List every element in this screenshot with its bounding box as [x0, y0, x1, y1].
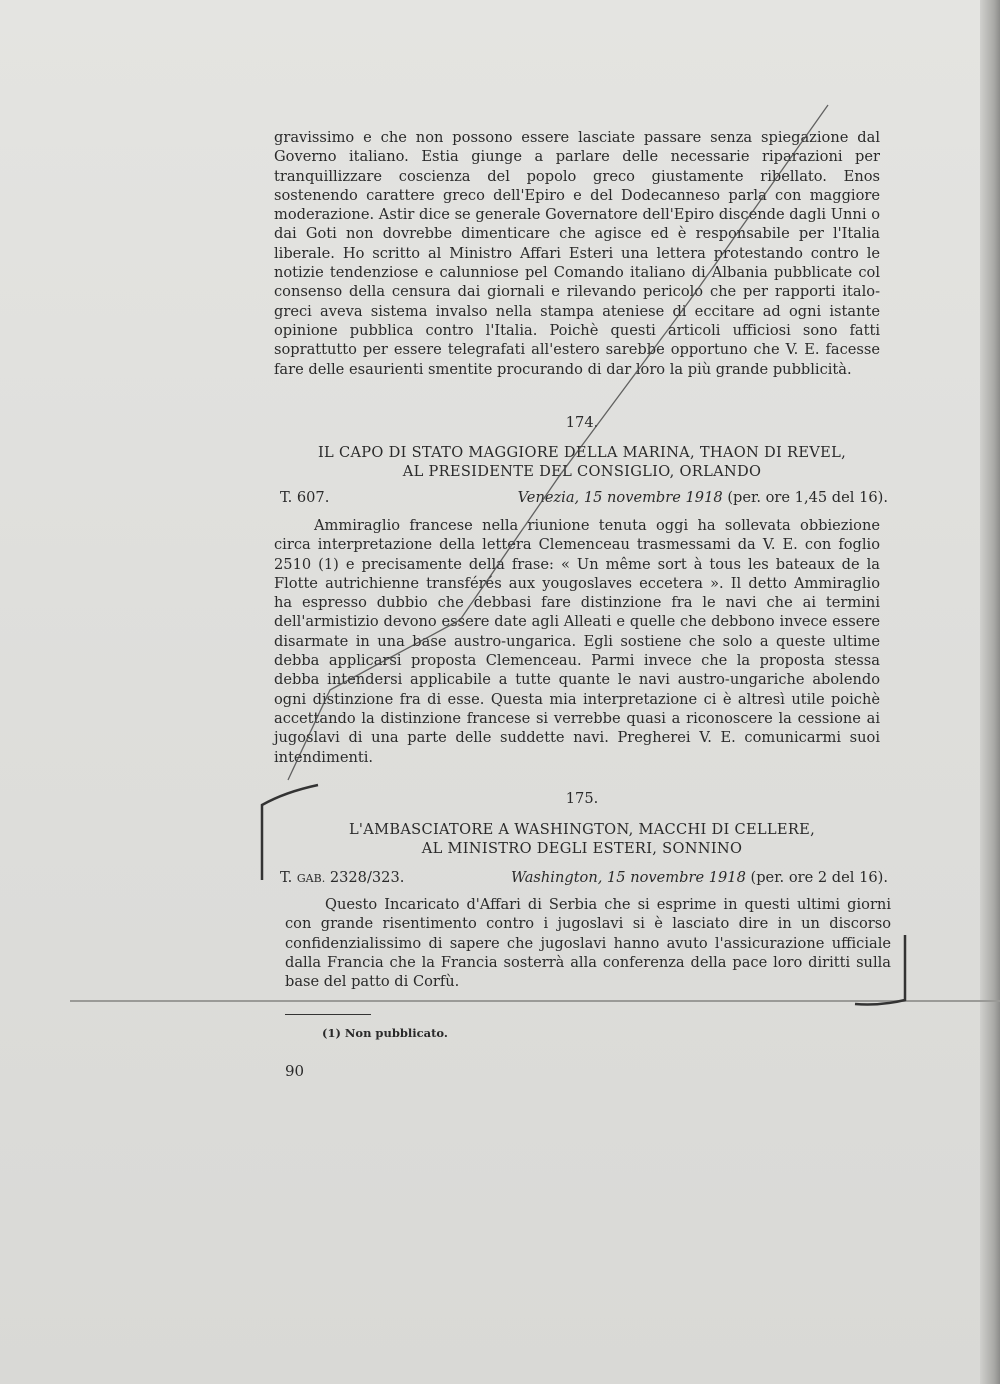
- doc174-place-date: Venezia, 15 novembre 1918: [517, 489, 723, 506]
- doc175-receipt: (per. ore 2 del 16).: [750, 869, 888, 886]
- doc175-ref-number: 2328/323.: [329, 869, 405, 886]
- doc174-heading-line2: AL PRESIDENTE DEL CONSIGLIO, ORLANDO: [402, 463, 762, 480]
- doc174-heading-line1: IL CAPO DI STATO MAGGIORE DELLA MARINA, THAON DI REVEL,: [317, 444, 847, 461]
- page-number: 90: [285, 1062, 305, 1080]
- doc175-heading-line1: L'AMBASCIATORE A WASHINGTON, MACCHI DI CELLERE,: [348, 821, 816, 838]
- doc175-place-date: Washington, 15 novembre 1918: [510, 869, 746, 886]
- doc175-ref-prefix: T.: [280, 869, 293, 886]
- doc174-number: 174.: [565, 414, 599, 431]
- right-bracket-mark: [855, 935, 905, 1005]
- doc174-ref: T. 607.: [280, 489, 330, 506]
- doc175-number: 175.: [565, 790, 599, 807]
- doc175-body-text: Questo Incaricato d'Affari di Serbia che si esprime in questi ultimi giorni con grande risentimento contro i jugoslavi si è lasciato dire in un discorso confidenzialissimo di sapere che jugoslavi hanno avuto l'assicurazione ufficiale dalla Francia che la Francia sosterrà alla conferenza della pace loro diritti sulla base del patto di Corfù.: [285, 896, 891, 991]
- diagonal-strike-mark: [288, 105, 828, 780]
- footnote: (1) Non pubblicato.: [322, 1026, 448, 1040]
- doc174-receipt: (per. ore 1,45 del 16).: [727, 489, 888, 506]
- intro-text: gravissimo e che non possono essere lasciate passare senza spiegazione dal Governo italiano. Estia giunge a parlare delle necessarie riparazioni per tranquillizzare coscienza del popolo greco giustamente ribellato. Enos sostenendo carattere greco dell'Epiro e del Dodecanneso parla con maggiore moderazione. Astir dice se generale Governatore dell'Epiro discende dagli Unni o dai Goti non dovrebbe dimenticare che agisce ed è responsabile per l'Italia liberale. Ho scritto al Ministro Affari Esteri una lettera protestando contro le notizie tendenziose e calunniose pel Comando italiano di Albania pubblicate col consenso della censura dai giornali e rilevando pericolo che per rapporti italo-greci aveva sistema invalso nella stampa ateniese di eccitare ad ogni istante opinione pubblica contro l'Italia. Poichè questi articoli ufficiosi sono fatti soprattutto per essere telegrafati all'estero sarebbe opportuno che V. E. facesse fare delle esaurienti smentite procurando di dar loro la più grande pubblicità.: [274, 129, 880, 378]
- doc175-ref-gab: GAB.: [296, 872, 326, 885]
- left-bracket-mark: [262, 785, 318, 880]
- doc175-heading-line2: AL MINISTRO DEGLI ESTERI, SONNINO: [421, 840, 743, 857]
- doc174-body-text: Ammiraglio francese nella riunione tenuta oggi ha sollevata obbiezione circa interpretazione della lettera Clemenceau trasmessami da V. E. con foglio 2510 (1) e precisamente della frase: « Un même sort à tous les bateaux de la Flotte autrichienne transférés aux yougoslaves eccetera ». Il detto Ammiraglio ha espresso dubbio che debbasi fare distinzione fra le navi che ai termini dell'armistizio devono essere date agli Alleati e quelle che debbono invece essere disarmate in una base austro-ungarica. Egli sostiene che solo a queste ultime debba applicarsi proposta Clemenceau. Parmi invece che la proposta stessa debba intendersi applicabile a tutte quante le navi austro-ungariche abolendo ogni distinzione fra di esse. Questa mia interpretazione ci è altresì utile poichè accettando la distinzione francese si verrebbe quasi a riconoscere la cessione ai jugoslavi di una parte delle suddette navi. Pregherei V. E. comunicarmi suoi intendimenti.: [274, 517, 880, 766]
